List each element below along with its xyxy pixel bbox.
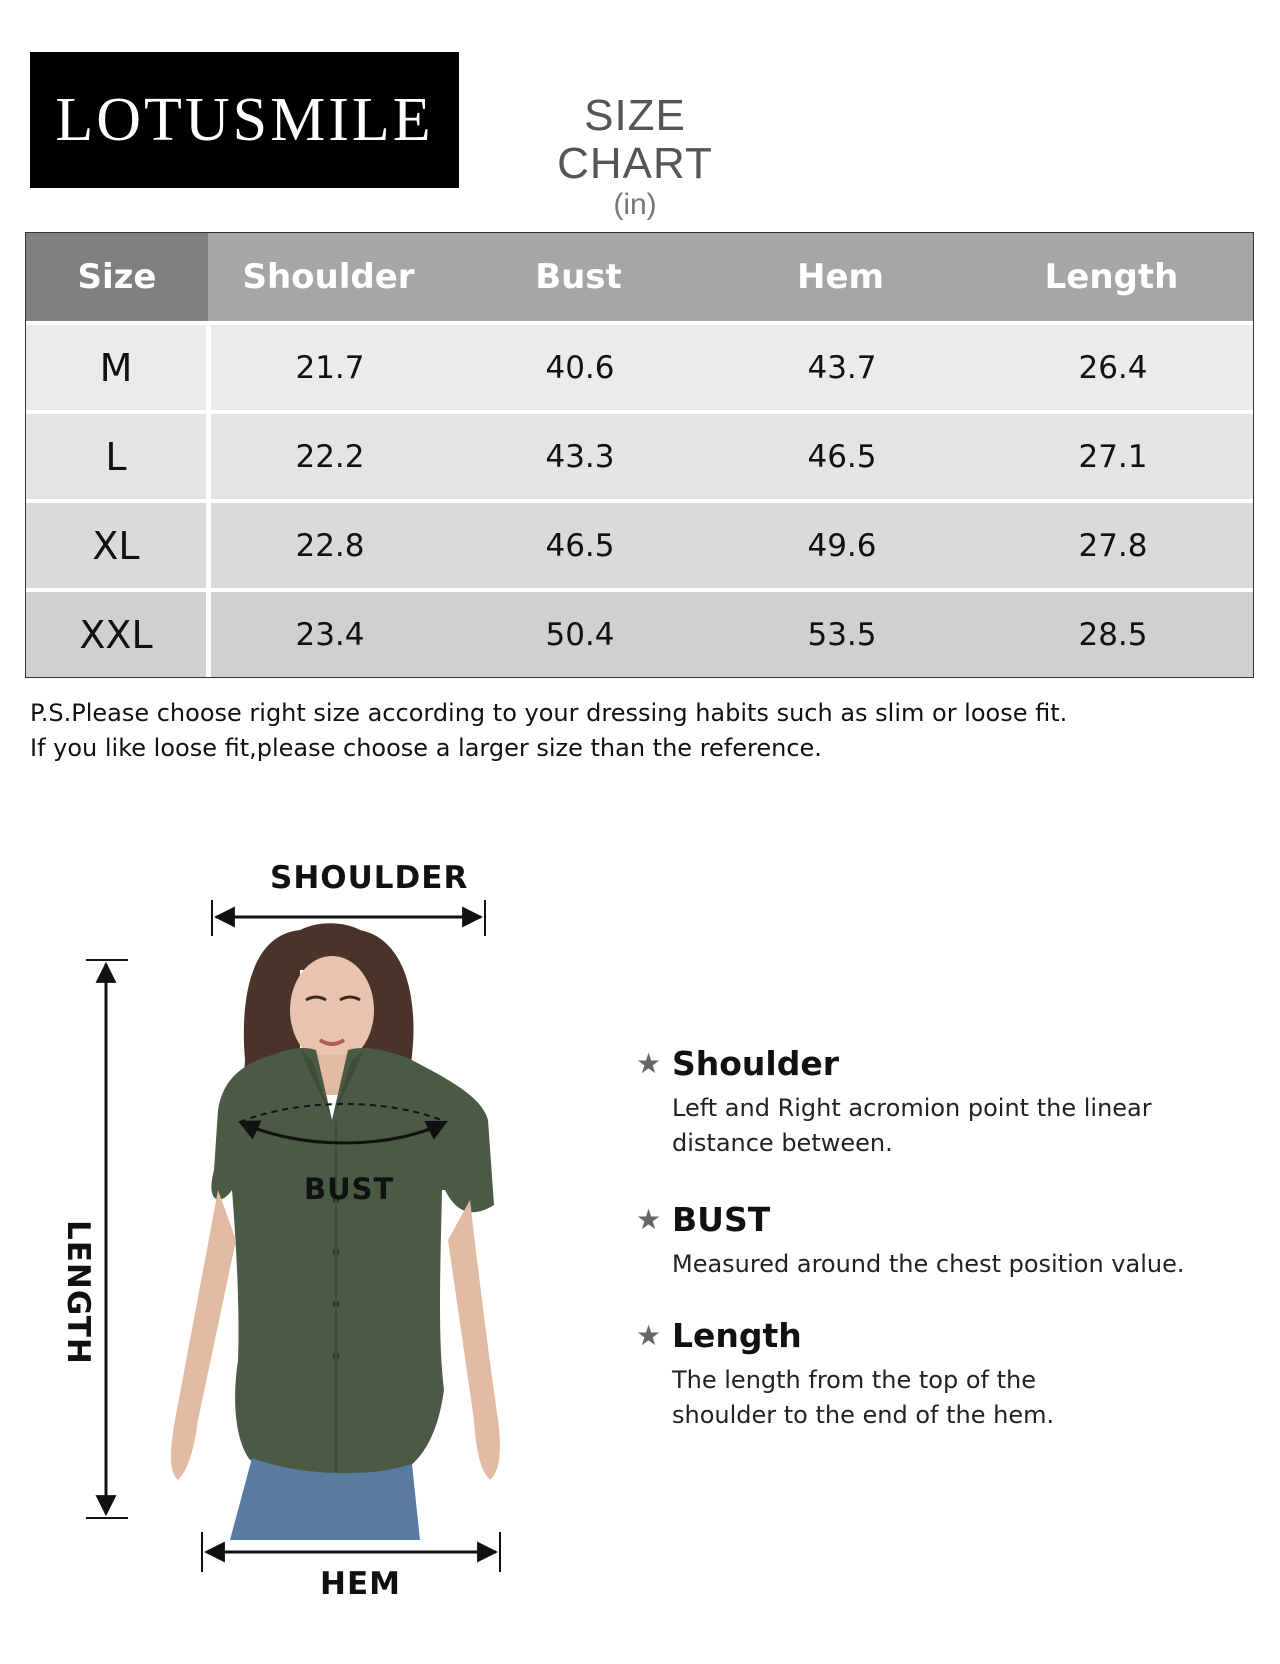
length-cell: 27.1 xyxy=(1078,438,1148,475)
star-icon: ★ xyxy=(636,1047,662,1080)
hem-cell: 43.7 xyxy=(807,349,877,386)
unit-label: (in) xyxy=(613,188,657,221)
size-table xyxy=(25,232,1254,678)
column-header-hem: Hem xyxy=(797,257,884,297)
hem-cell: 49.6 xyxy=(807,527,877,564)
length-description xyxy=(636,1316,1142,1433)
shoulder-cell: 21.7 xyxy=(295,349,365,386)
star-icon: ★ xyxy=(636,1319,662,1352)
size-cell: XL xyxy=(26,503,211,588)
note-line-2: If you like loose fit,please choose a larger size than the reference. xyxy=(30,734,822,762)
bust-cell: 43.3 xyxy=(545,438,615,475)
chart-title: SIZE CHART xyxy=(557,91,713,188)
size-cell: L xyxy=(26,414,211,499)
shoulder-cell: 22.2 xyxy=(295,438,365,475)
size-cell: XXL xyxy=(26,592,211,677)
column-header-size: Size xyxy=(26,233,208,321)
table-row xyxy=(26,499,1253,588)
table-header xyxy=(26,233,1253,321)
length-cell: 26.4 xyxy=(1078,349,1148,386)
hem-cell: 46.5 xyxy=(807,438,877,475)
bust-label: BUST xyxy=(304,1172,395,1206)
shoulder-cell: 22.8 xyxy=(295,527,365,564)
description-title: Shoulder xyxy=(672,1044,840,1083)
length-label: LENGTH xyxy=(60,1220,96,1365)
bust-cell: 40.6 xyxy=(545,349,615,386)
chart-title-block xyxy=(500,92,770,222)
brand-name: LOTUSMILE xyxy=(55,85,434,154)
size-cell: M xyxy=(26,325,211,410)
table-row xyxy=(26,588,1253,677)
description-text: Measured around the chest position value. xyxy=(672,1250,1185,1278)
length-cell: 28.5 xyxy=(1078,616,1148,653)
bust-cell: 50.4 xyxy=(545,616,615,653)
description-title: BUST xyxy=(672,1200,771,1239)
column-header-shoulder: Shoulder xyxy=(242,257,415,297)
fit-note xyxy=(30,696,1067,766)
measurement-diagram xyxy=(0,860,600,1640)
table-row xyxy=(26,410,1253,499)
shoulder-cell: 23.4 xyxy=(295,616,365,653)
bust-description xyxy=(636,1200,1252,1282)
description-text: The length from the top of the shoulder to the end of the hem. xyxy=(672,1366,1055,1429)
shoulder-description xyxy=(636,1044,1252,1161)
table-row xyxy=(26,321,1253,410)
note-line-1: P.S.Please choose right size according to your dressing habits such as slim or loose fit. xyxy=(30,699,1068,727)
star-icon: ★ xyxy=(636,1203,662,1236)
column-header-bust: Bust xyxy=(535,257,622,297)
description-title: Length xyxy=(672,1316,802,1355)
column-header-length: Length xyxy=(1044,257,1179,297)
shoulder-label: SHOULDER xyxy=(270,860,469,896)
description-text: Left and Right acromion point the linear distance between. xyxy=(672,1094,1152,1157)
hem-label: HEM xyxy=(320,1566,401,1602)
bust-cell: 46.5 xyxy=(545,527,615,564)
brand-logo xyxy=(30,52,459,188)
length-cell: 27.8 xyxy=(1078,527,1148,564)
hem-cell: 53.5 xyxy=(807,616,877,653)
